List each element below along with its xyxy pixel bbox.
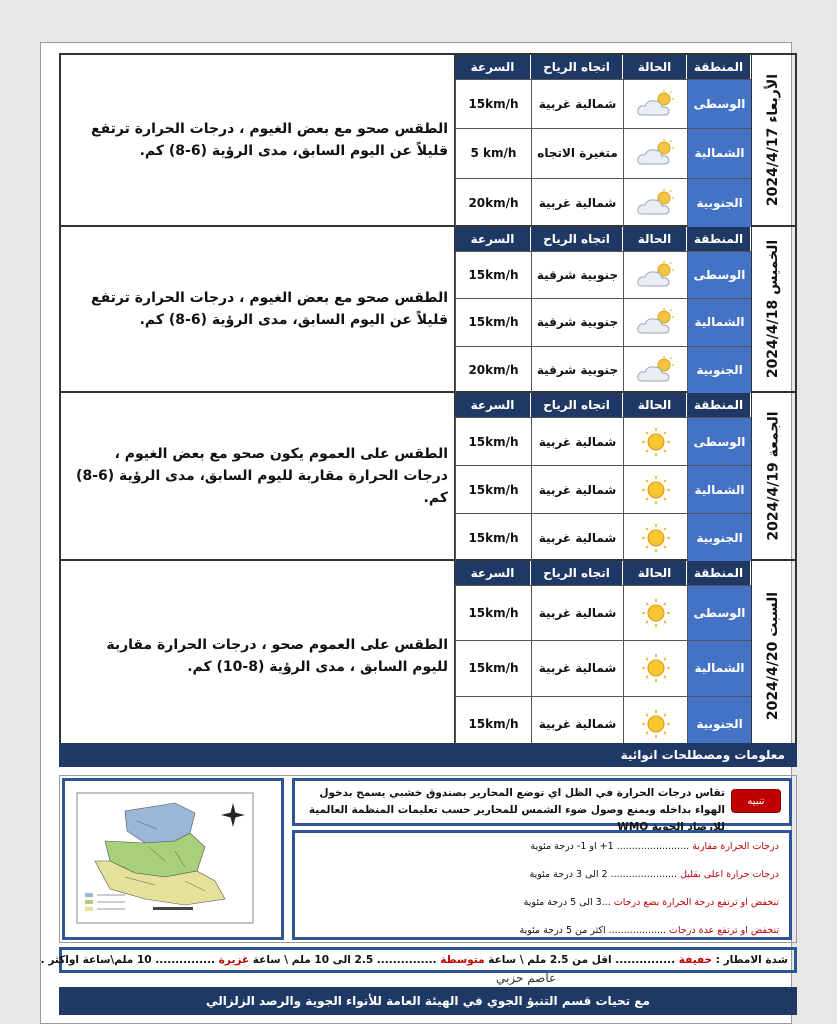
day-table bbox=[455, 55, 751, 225]
wind-dir-cell: شمالية غربية bbox=[531, 641, 623, 695]
speed-cell: 15km/h bbox=[455, 697, 531, 751]
partly-cloudy-icon bbox=[623, 80, 687, 128]
region-cell: الجنوبية bbox=[687, 347, 751, 393]
term-value: ...3 الى 5 درجة مئوية bbox=[523, 897, 611, 908]
speed-cell: 15km/h bbox=[455, 641, 531, 695]
day-description bbox=[61, 561, 455, 751]
day-description bbox=[61, 55, 455, 225]
partly-cloudy-icon bbox=[623, 347, 687, 393]
info-title-bar bbox=[59, 743, 797, 767]
date-cell bbox=[751, 227, 795, 391]
warning-text: تقاس درجات الحرارة في الظل اي توضع المحارير بصندوق خشبي يسمح بدخول الهواء بداخله ويمنع وصول ضوء الشمس للمحارير حسب تعليمات المنظمة العالمية للارصاد الجوية WMO bbox=[308, 787, 725, 833]
region-cell: الجنوبية bbox=[687, 697, 751, 751]
day-block bbox=[61, 393, 795, 561]
term-name: درجات حرارة اعلى بقليل bbox=[680, 869, 779, 880]
description-text: الطقس على العموم يكون صحو مع بعض الغيوم ، درجات الحرارة مقاربة لليوم السابق، مدى الرؤية (6-8) كم. bbox=[76, 446, 448, 506]
date-cell bbox=[751, 55, 795, 225]
sunny-icon bbox=[623, 466, 687, 513]
table-row bbox=[455, 585, 751, 640]
term-item bbox=[309, 869, 779, 880]
rain-heavy-value: ............... 10 ملم\ساعة اواكثر . bbox=[40, 954, 216, 966]
term-name: تنخفض او ترتفع درجة الحرارة بضع درجات bbox=[613, 897, 779, 908]
iraq-map bbox=[62, 778, 284, 940]
speed-cell: 20km/h bbox=[455, 347, 531, 393]
sunny-icon bbox=[623, 514, 687, 561]
day-description bbox=[61, 227, 455, 391]
table-row bbox=[455, 128, 751, 177]
header-wind-dir: اتجاه الرياح bbox=[531, 55, 623, 79]
term-name: درجات الحرارة مقاربة bbox=[692, 841, 779, 852]
wind-dir-cell: شمالية غربية bbox=[531, 586, 623, 640]
wind-dir-cell: شمالية غربية bbox=[531, 179, 623, 227]
day-table bbox=[455, 561, 751, 751]
header-status: الحالة bbox=[623, 227, 687, 251]
term-value: ...................... 2 الى 3 درجة مئوية bbox=[529, 869, 678, 880]
speed-cell: 15km/h bbox=[455, 514, 531, 561]
rain-line bbox=[41, 954, 788, 966]
date-label: الجمعة 2024/4/19 bbox=[765, 411, 782, 541]
table-row bbox=[455, 640, 751, 695]
signature: عاصم حزبي bbox=[496, 971, 557, 985]
sunny-icon bbox=[623, 586, 687, 640]
region-cell: الوسطى bbox=[687, 418, 751, 465]
term-value: ........................ 1+ او 1- درجة مئوية bbox=[530, 841, 690, 852]
header-speed: السرعة bbox=[455, 227, 531, 251]
info-title: معلومات ومصطلحات انوائية bbox=[620, 748, 785, 762]
table-row bbox=[455, 465, 751, 513]
day-block bbox=[61, 55, 795, 227]
wind-dir-cell: شمالية غربية bbox=[531, 418, 623, 465]
partly-cloudy-icon bbox=[623, 179, 687, 227]
date-cell bbox=[751, 561, 795, 751]
rain-intensity bbox=[40, 947, 797, 973]
sunny-icon bbox=[623, 418, 687, 465]
wind-dir-cell: جنوبية شرقية bbox=[531, 299, 623, 345]
speed-cell: 15km/h bbox=[455, 418, 531, 465]
wind-dir-cell: جنوبية شرقية bbox=[531, 347, 623, 393]
header-region: المنطقة bbox=[687, 561, 751, 585]
warning-box bbox=[292, 778, 792, 833]
description-text: الطقس صحو مع بعض الغيوم ، درجات الحرارة ترتفع قليلاً عن اليوم السابق، مدى الرؤية (6-8) كم. bbox=[91, 121, 448, 159]
header-status: الحالة bbox=[623, 393, 687, 417]
wind-dir-cell: جنوبية شرقية bbox=[531, 252, 623, 298]
forecast-table bbox=[59, 53, 797, 753]
speed-cell: 15km/h bbox=[455, 466, 531, 513]
terms-box bbox=[292, 830, 792, 940]
date-label: الأربعاء 2024/4/17 bbox=[765, 73, 782, 207]
header-region: المنطقة bbox=[687, 393, 751, 417]
partly-cloudy-icon bbox=[623, 252, 687, 298]
table-row bbox=[455, 513, 751, 561]
warning-badge: تنبيه bbox=[731, 789, 781, 813]
forecast-page bbox=[40, 42, 792, 1024]
day-table bbox=[455, 393, 751, 559]
region-cell: الشمالية bbox=[687, 299, 751, 345]
day-table bbox=[455, 227, 751, 391]
header-status: الحالة bbox=[623, 55, 687, 79]
wind-dir-cell: شمالية غربية bbox=[531, 466, 623, 513]
day-description bbox=[61, 393, 455, 559]
table-row bbox=[455, 417, 751, 465]
header-wind-dir: اتجاه الرياح bbox=[531, 561, 623, 585]
speed-cell: 15km/h bbox=[455, 586, 531, 640]
table-row bbox=[455, 346, 751, 393]
partly-cloudy-icon bbox=[623, 299, 687, 345]
date-label: الخميس 2024/4/18 bbox=[765, 239, 782, 379]
rain-light: خفيفة bbox=[678, 954, 713, 966]
region-cell: الشمالية bbox=[687, 466, 751, 513]
description-text: الطقس صحو مع بعض الغيوم ، درجات الحرارة ترتفع قليلاً عن اليوم السابق، مدى الرؤية (6-8) كم. bbox=[91, 290, 448, 328]
speed-cell: 15km/h bbox=[455, 80, 531, 128]
header-speed: السرعة bbox=[455, 561, 531, 585]
region-cell: الشمالية bbox=[687, 641, 751, 695]
header-speed: السرعة bbox=[455, 393, 531, 417]
wind-dir-cell: شمالية غربية bbox=[531, 80, 623, 128]
rain-moderate-value: ............... 2.5 الى 10 ملم \ ساعة bbox=[252, 954, 437, 966]
table-row bbox=[455, 79, 751, 128]
table-row bbox=[455, 298, 751, 345]
region-cell: الوسطى bbox=[687, 80, 751, 128]
region-cell: الوسطى bbox=[687, 252, 751, 298]
rain-label: شدة الامطار : bbox=[715, 954, 788, 966]
rain-moderate: متوسطة bbox=[440, 954, 485, 966]
sunny-icon bbox=[623, 641, 687, 695]
footer-bar bbox=[59, 987, 797, 1015]
speed-cell: 20km/h bbox=[455, 179, 531, 227]
date-cell bbox=[751, 393, 795, 559]
region-cell: الجنوبية bbox=[687, 179, 751, 227]
day-block bbox=[61, 227, 795, 393]
date-label: السبت 2024/4/20 bbox=[765, 591, 782, 721]
term-value: ................... اكثر من 5 درجة مئوية bbox=[519, 925, 667, 936]
region-cell: الشمالية bbox=[687, 129, 751, 177]
partly-cloudy-icon bbox=[623, 129, 687, 177]
term-item bbox=[309, 897, 779, 908]
day-block bbox=[61, 561, 795, 751]
table-row bbox=[455, 178, 751, 227]
rain-light-value: ............... اقل من 2.5 ملم \ ساعة bbox=[488, 954, 676, 966]
speed-cell: 5 km/h bbox=[455, 129, 531, 177]
wind-dir-cell: شمالية غربية bbox=[531, 514, 623, 561]
description-text: الطقس على العموم صحو ، درجات الحرارة مقاربة لليوم السابق ، مدى الرؤية (8-10) كم. bbox=[106, 637, 448, 675]
footer-text: مع تحيات قسم التنبؤ الجوي في الهيئة العامة للأنواء الجوية والرصد الزلزالي bbox=[206, 994, 650, 1008]
region-cell: الوسطى bbox=[687, 586, 751, 640]
rain-heavy: غزيرة bbox=[218, 954, 250, 966]
header-wind-dir: اتجاه الرياح bbox=[531, 227, 623, 251]
region-cell: الجنوبية bbox=[687, 514, 751, 561]
term-name: تنخفض او ترتفع عدة درجات bbox=[669, 925, 779, 936]
header-speed: السرعة bbox=[455, 55, 531, 79]
term-item bbox=[309, 925, 779, 936]
speed-cell: 15km/h bbox=[455, 299, 531, 345]
term-item bbox=[309, 841, 779, 852]
header-wind-dir: اتجاه الرياح bbox=[531, 393, 623, 417]
info-section bbox=[59, 775, 797, 943]
wind-dir-cell: متغيرة الاتجاه bbox=[531, 129, 623, 177]
wind-dir-cell: شمالية غربية bbox=[531, 697, 623, 751]
table-row bbox=[455, 251, 751, 298]
header-region: المنطقة bbox=[687, 55, 751, 79]
header-status: الحالة bbox=[623, 561, 687, 585]
header-region: المنطقة bbox=[687, 227, 751, 251]
speed-cell: 15km/h bbox=[455, 252, 531, 298]
map-icon bbox=[65, 781, 281, 937]
